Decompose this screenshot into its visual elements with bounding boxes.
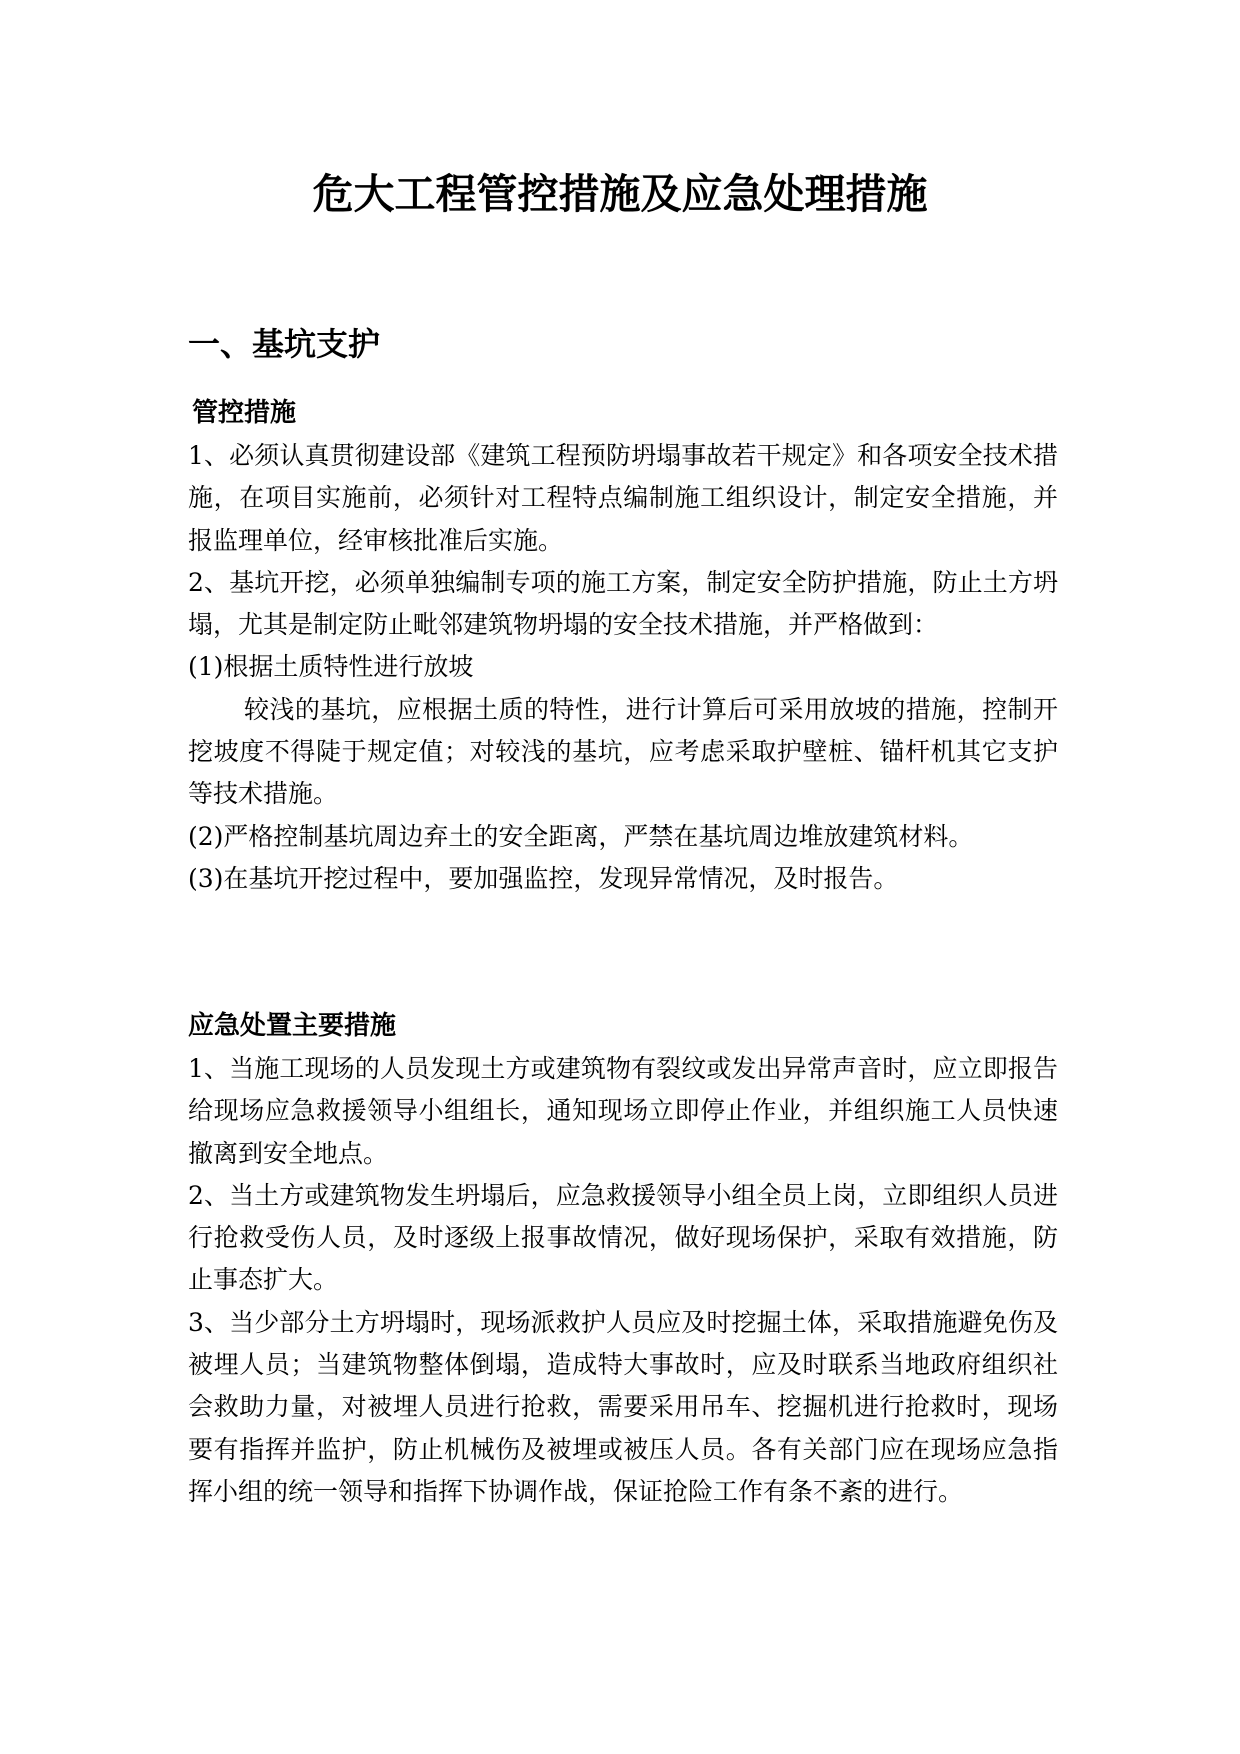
emergency-measures-block (188, 1005, 1058, 1513)
emergency-measures-heading: 应急处置主要措施 (188, 1011, 397, 1041)
section-heading-foundation-pit: 一、基坑支护 (188, 325, 381, 363)
emergency-item-3: 3、当少部分土方坍塌时，现场派救护人员应及时挖掘土体，采取措施避免伤及被埋人员；当建筑物整体倒塌，造成特大事故时，应及时联系当地政府组织社会救助力量，对被埋人员进行抢救，需要采用吊车、挖掘机进行抢救时，现场要有指挥并监护，防止机械伤及被埋或被压人员。各有关部门应在现场应急指挥小组的统一领导和指挥下协调作战，保证抢险工作有条不紊的进行。 (188, 1307, 1058, 1506)
control-measures-heading: 管控措施 (192, 398, 297, 428)
control-measures-block (188, 392, 1058, 900)
emergency-item-2: 2、当土方或建筑物发生坍塌后，应急救援领导小组全员上岗，立即组织人员进行抢救受伤人员，及时逐级上报事故情况，做好现场保护，采取有效措施，防止事态扩大。 (188, 1180, 1058, 1295)
control-item-2: 2、基坑开挖，必须单独编制专项的施工方案，制定安全防护措施，防止土方坍塌，尤其是制定防止毗邻建筑物坍塌的安全技术措施，并严格做到： (188, 567, 1058, 640)
emergency-item-1: 1、当施工现场的人员发现土方或建筑物有裂纹或发出异常声音时，应立即报告给现场应急救援领导小组组长，通知现场立即停止作业，并组织施工人员快速撤离到安全地点。 (188, 1054, 1058, 1168)
document-title: 危大工程管控措施及应急处理措施 (312, 170, 928, 218)
control-subitem-2: (2)严格控制基坑周边弃土的安全距离，严禁在基坑周边堆放建筑材料。 (188, 821, 974, 851)
control-subitem-1-detail: 较浅的基坑，应根据土质的特性，进行计算后可采用放坡的措施，控制开挖坡度不得陡于规定值；对较浅的基坑，应考虑采取护壁桩、锚杆机其它支护等技术措施。 (188, 694, 1058, 809)
control-item-1: 1、必须认真贯彻建设部《建筑工程预防坍塌事故若干规定》和各项安全技术措施，在项目实施前，必须针对工程特点编制施工组织设计，制定安全措施，并报监理单位，经审核批准后实施。 (188, 441, 1058, 555)
control-subitem-3: (3)在基坑开挖过程中，要加强监控，发现异常情况，及时报告。 (188, 863, 899, 893)
control-subitem-1: (1)根据土质特性进行放坡 (188, 652, 474, 682)
